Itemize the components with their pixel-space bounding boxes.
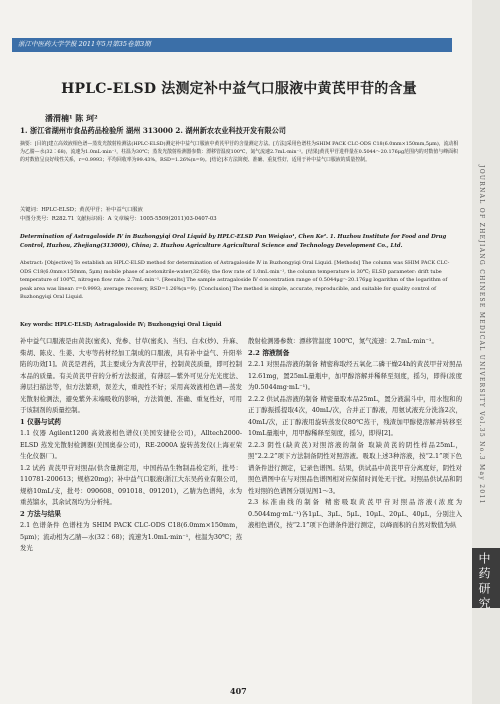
section-heading: 1 仪器与试药: [20, 417, 62, 426]
keywords-cn: 关键词：HPLC-ELSD；黄芪甲苷；补中益气口服液: [20, 207, 143, 213]
paper-title: HPLC-ELSD 法测定补中益气口服液中黄芪甲苷的含量: [61, 81, 417, 97]
english-keywords: Key words: HPLC-ELSD; Astragaloside Ⅳ; Buzhongyiqi Oral Liquid: [20, 322, 222, 328]
chinese-abstract: 摘要：[目的]建立高效液相色谱—蒸发光散射检测法(HPLC-ELSD)测定补中益气口服液中黄芪甲苷的含量测定方法。[方法]采用色谱柱为SHIM PACK CLC-ODS C18(6.0mm×150mm,5μm)，流动相为乙腈—水(32∶68)，流速为1.0mL·min⁻¹，柱温为30℃；蒸发光散射检测器参数：漂移管温度100℃，氮气流速2.7mL·min⁻¹。[结果]黄芪甲苷进样量在0.5044～20.176μg范围内的对数值与峰面积的对数值呈良好线性关系，r=0.9993；平均回收率为99.43%，RSD=1.26%(n=9)。[结论]本方法简便、准确、重复性好，适用于补中益气口服液的质量控制。: [20, 141, 459, 164]
standard-curve-paragraph: 2.3 标准曲线的制备 精密吸取黄芪甲苷对照品溶液(浓度为0.5044mg·mL⁻¹)各1μL、3μL、5μL、10μL、20μL、40μL，分别注入液相色谱仪，按“2.1”项下色谱条件进行测定，以峰面积的自然对数值为纵: [248, 498, 462, 529]
english-title: Determination of Astragaloside Ⅳ in Buzhongyiqi Oral Liquid by HPLC-ELSD Pan Weiqiao¹, Chen Ke². 1. Huzhou Institute for Food and Drug Control, Huzhou, Zhejiang(313000), China; 2. Huzhou Agriculture Agricultural Science and Technology Development Co., Ltd.: [20, 234, 447, 249]
body-left-column: [20, 336, 242, 555]
reagent-paragraph: 1.2 试药 黄芪甲苷对照品(供含量测定用，中国药品生物制品检定所，批号：110781-200613；规格20mg)；补中益气口服液(浙江大东吴药业有限公司，规格10mL/支，批号：090608、091018、091201)，乙腈为色谱纯，水为重蒸馏水，其余试剂均为分析纯。: [20, 463, 242, 506]
conditions-paragraph: 2.1 色谱条件 色谱柱为 SHIM PACK CLC-ODS C18(6.0mm×150mm，5μm)；流动相为乙腈—水(32∶68)；流速为1.0mL·min⁻¹，柱温为30℃；蒸发光: [20, 521, 242, 552]
journal-header: 浙江中医药大学学报 2011年5月第35卷第3期: [18, 40, 151, 48]
section-heading: 2 方法与结果: [20, 509, 62, 518]
body-right-column: [248, 336, 462, 532]
intro-paragraph: 补中益气口服液是由黄芪(蜜炙)、党参、甘草(蜜炙)、当归、白术(炒)、升麻、柴胡、陈皮、生姜、大枣等药材经加工制成的口服液，具有补中益气、升阳举陷的功效[1]。黄芪是君药，其主要成分为黄芪甲苷，控制黄芪质量，即可控制本品的质量。有关黄芪甲苷的分析方法报道，有薄层—紫外可见分光光度法、薄层扫描法等，但方法繁琐，误差大，重现性不好；采用高效液相色谱—蒸发光散射检测法，避免紫外末端吸收的影响，方法简便、准确、重复性好，可用于该制剂的质量控制。: [20, 337, 242, 414]
affiliations: 1. 浙江省湖州市食品药品检验所 湖州 313000 2. 湖州新农农业科技开发有限公司: [20, 126, 286, 135]
negative-control-paragraph: 2.2.3 阴性(缺黄芪)对照溶液的制备 取缺黄芪的阴性样品25mL，照“2.2.2”项下方法制备阴性对照溶液。吸取上述3种溶液，按“2.1”项下色谱条件进行测定，记录色谱图。结果，供试品中黄芪甲苷分离度好，阴性对照色谱图中在与对照品色谱图相对应保留时间处无干扰。对照品供试品和阴性对照的色谱图分别见图1～3。: [248, 440, 462, 495]
section-tab-label: 中药研究: [477, 552, 491, 612]
vertical-journal-name: JOURNAL OF ZHEJIANG CHINESE MEDICAL UNIVERSITY Vol.35 No.3 May 2011: [478, 165, 485, 505]
authors: 潘渭楠¹ 陈 珂²: [45, 113, 98, 123]
sample-solution-paragraph: 2.2.2 供试品溶液的制备 精密量取本品25mL，置分液漏斗中，用水饱和的正丁醇振摇提取4次，40mL/次，合并正丁醇液，用氨试液充分洗涤2次，40mL/次，正丁醇液用旋转蒸发仪80℃蒸干，残渣加甲醇使溶解并转移至10mL量瓶中，用甲醇稀释至刻度，摇匀，即得[2]。: [248, 394, 462, 437]
conditions-continued: 散射检测器参数：漂移管温度 100℃，氮气流速：2.7mL·min⁻¹。: [248, 337, 438, 345]
page-number: 407: [230, 686, 247, 696]
instrument-paragraph: 1.1 仪器 Agilent1200 高效液相色谱仪(美国安捷伦公司)，Alltech2000-ELSD 蒸发光散射检测器(美国奥泰公司)，RE-2000A 旋转蒸发仪(上海亚荣生化仪器厂)。: [20, 429, 242, 460]
reference-solution-paragraph: 2.2.1 对照品溶液的制备 精密称取经五氧化二磷干燥24h的黄芪甲苷对照品12.61mg，置25mL量瓶中，加甲醇溶解并稀释至刻度，摇匀，即得(浓度为0.5044mg·mL⁻¹)。: [248, 360, 462, 391]
section-heading: 2.2 溶液制备: [248, 348, 290, 357]
english-abstract: Abstract: [Objective] To establish an HPLC-ELSD method for determination of Astragaloside Ⅳ in Buzhongyiqi Oral Liquid. [Methods] The column was SHIM PACK CLC-ODS C18(6.0mm×150mm, 5μm) mobile phase of acetonitrile-water(32∶68); the flow rate of 1.0mL·min⁻¹, the column temperature is 30℃; ELSD parameter: drift tube temperature of 100℃, nitrogen flow rate: 2.7mL·min⁻¹. [Results] The sample astragaloside Ⅳ concentration range of 0.5044μg～20.176μg logarithm of the logarithm of peak area was linear: r=0.9993; average recovery, RSD=1.26%(n=9). [Conclusion] The method is simple, accurate, reproducible, and suitable for quality control of Buzhongyiqi Oral Liquid.: [20, 260, 450, 301]
classification: 中图分类号：R282.71 文献标识码：A 文章编号：1005-5509(2011)03-0407-03: [20, 216, 217, 222]
